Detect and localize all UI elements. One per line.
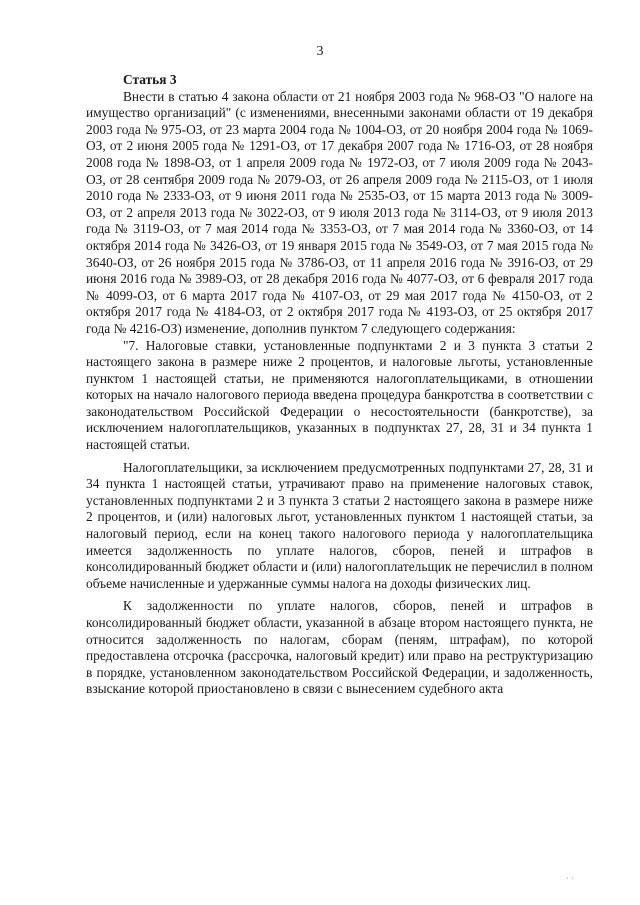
scan-mark: ˙ ˙ — [566, 876, 575, 886]
article-title: Статья 3 — [123, 72, 177, 87]
paragraph-taxpayers-loss-of-right: Налогоплательщики, за исключением предусмотренных подпунктами 27, 28, 31 и 34 пункта 1 настоящей статьи, утрачивают право на применение налоговых ставок, установленных подпунктами 2 и 3 пункта 3 статьи 2 настоящего закона в размере ниже 2 процентов, и (или) налоговых льгот, установленных пунктом 1 настоящей статьи, за налоговый период, если на конец такого налогового периода у налогоплательщика имеется задолженность по уплате налогов, сборов, пеней и штрафов в консолидированный бюджет области и (или) налогоплательщик не перечислил в полном объеме начисленные и удержанные суммы налога на доходы физических лиц. — [86, 459, 593, 591]
paragraph-amendment-intro: Внести в статью 4 закона области от 21 ноября 2003 года № 968-ОЗ "О налоге на имущество организаций" (с изменениями, внесенными законами области от 19 декабря 2003 года № 975-ОЗ, от 23 марта 2004 года № 1004-ОЗ, от 20 ноября 2004 года № 1069-ОЗ, от 2 июня 2005 года № 1291-ОЗ, от 17 декабря 2007 года № 1716-ОЗ, от 28 ноября 2008 года № 1898-ОЗ, от 1 апреля 2009 года № 1972-ОЗ, от 7 июля 2009 года № 2043-ОЗ, от 28 сентября 2009 года № 2079-ОЗ, от 26 апреля 2009 года № 2115-ОЗ, от 1 июля 2010 года № 2333-ОЗ, от 9 июня 2011 года № 2535-ОЗ, от 15 марта 2013 года № 3009-ОЗ, от 2 апреля 2013 года № 3022-ОЗ, от 9 июля 2013 года № 3114-ОЗ, от 9 июля 2013 года № 3119-ОЗ, от 7 мая 2014 года № 3353-ОЗ, от 7 мая 2014 года № 3360-ОЗ, от 14 октября 2014 года № 3426-ОЗ, от 19 января 2015 года № 3549-ОЗ, от 7 мая 2015 года № 3640-ОЗ, от 26 ноября 2015 года № 3786-ОЗ, от 11 апреля 2016 года № 3916-ОЗ, от 29 июня 2016 года № 3989-ОЗ, от 28 декабря 2016 года № 4077-ОЗ, от 6 февраля 2017 года № 4099-ОЗ, от 6 марта 2017 года № 4107-ОЗ, от 29 мая 2017 года № 4150-ОЗ, от 2 октября 2017 года № 4184-ОЗ, от 2 октября 2017 года № 4193-ОЗ, от 25 октября 2017 года № 4216-ОЗ) изменение, дополнив пунктом 7 следующего содержания: — [86, 88, 593, 336]
page-number: 3 — [316, 44, 324, 59]
paragraph-item-7: "7. Налоговые ставки, установленные подпунктами 2 и 3 пункта 3 статьи 2 настоящего закона в размере ниже 2 процентов, и налоговые льготы, установленные пунктом 1 настоящей статьи, не применяются налогоплательщиками, в отношении которых на начало налогового периода введена процедура банкротства в соответствии с законодательством Российской Федерации о несостоятельности (банкротстве), за исключением налогоплательщиков, указанных в подпунктах 27, 28, 31 и 34 пункта 1 настоящей статьи. — [86, 337, 593, 453]
document-body — [86, 72, 593, 698]
paragraph-debt-exclusions: К задолженности по уплате налогов, сборов, пеней и штрафов в консолидированный бюджет области, указанной в абзаце втором настоящего пункта, не относится задолженность по налогам, сборам (пеням, штрафам), по которой предоставлена отсрочка (рассрочка, налоговый кредит) или право на реструктуризацию в порядке, установленном законодательством Российской Федерации, и задолженность, взыскание которой приостановлено в связи с вынесением судебного акта — [86, 598, 593, 697]
